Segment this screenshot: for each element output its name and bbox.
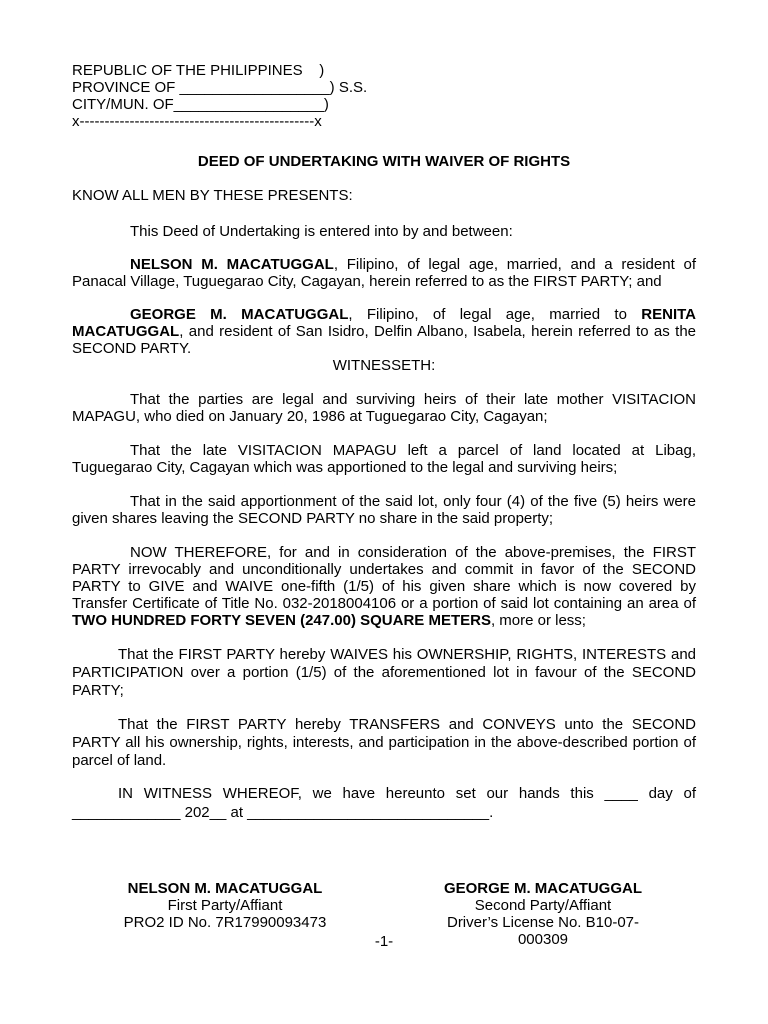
second-party-signatory-role: Second Party/Affiant: [474, 897, 612, 914]
second-party-signatory-id: Driver’s License No. B10-07-000309: [446, 914, 640, 948]
waiver-paragraph: That the FIRST PARTY hereby WAIVES his OWNERSHIP, RIGHTS, INTERESTS and PARTICIPATION over a portion (1/5) of the aforementioned lot in favour of the SECOND PARTY;: [72, 646, 696, 699]
second-party-signatory-name: GEORGE M. MACATUGGAL: [443, 880, 643, 897]
recital-apportionment: That in the said apportionment of the said lot, only four (4) of the five (5) heirs were given shares leaving the SECOND PARTY no share in the said property;: [72, 493, 696, 527]
first-party-signatory-id: PRO2 ID No. 7R17990093473: [123, 914, 327, 931]
header-province: PROVINCE OF __________________) S.S.: [72, 79, 368, 96]
transfer-paragraph: That the FIRST PARTY hereby TRANSFERS and CONVEYS unto the SECOND PARTY all his ownership, rights, interests, and participation in the above-described portion of parcel of land.: [72, 716, 696, 769]
undertaking-paragraph: [72, 544, 696, 629]
second-party-paragraph: [72, 306, 696, 357]
document-page: [72, 62, 696, 821]
recital-heirs: That the parties are legal and surviving heirs of their late mother VISITACION MAPAGU, who died on January 20, 1986 at Tuguegarao City, Cagayan;: [72, 391, 696, 425]
witness-clause-line-1: IN WITNESS WHEREOF, we have hereunto set our hands this ____ day of: [118, 785, 696, 802]
page-number: -1-: [374, 933, 394, 950]
undertaking-text-2: , more or less;: [490, 612, 586, 629]
first-party-text: , Filipino, of legal age, married, and a resident of Panacal Village, Tuguegarao City, Cagayan, herein referred to as the FIRST PARTY; and: [72, 256, 696, 290]
witness-clause-line-2: _____________ 202__ at _____________________________.: [72, 804, 494, 821]
salutation: KNOW ALL MEN BY THESE PRESENTS:: [72, 187, 353, 204]
header-republic: REPUBLIC OF THE PHILIPPINES ): [72, 62, 325, 79]
first-party-name: NELSON M. MACATUGGAL: [130, 256, 334, 273]
intro-paragraph: This Deed of Undertaking is entered into by and between:: [130, 223, 513, 240]
undertaking-text-1: NOW THEREFORE, for and in consideration of the above-premises, the FIRST PARTY irrevocably and unconditionally undertakes and commit in favor of the SECOND PARTY to GIVE and WAIVE one-fifth (1/5) of his given share which is now covered by Transfer Certificate of Title No. 032-2018004106 or a portion of said lot containing an area of: [72, 544, 696, 612]
second-party-spouse: RENITA MACATUGGAL: [72, 306, 697, 340]
witness-clause: [72, 785, 696, 821]
recital-land: That the late VISITACION MAPAGU left a parcel of land located at Libag, Tuguegarao City, Cagayan which was apportioned to the legal and surviving heirs;: [72, 442, 696, 476]
document-title: DEED OF UNDERTAKING WITH WAIVER OF RIGHTS: [197, 153, 571, 170]
land-area: TWO HUNDRED FORTY SEVEN (247.00) SQUARE METERS: [72, 612, 491, 629]
second-party-text-2: , and resident of San Isidro, Delfin Albano, Isabela, herein referred to as the SECOND PARTY.: [72, 323, 696, 357]
header-city: CITY/MUN. OF__________________): [72, 96, 329, 113]
second-party-name: GEORGE M. MACATUGGAL: [130, 306, 349, 323]
venue-header: [72, 62, 696, 130]
first-party-signatory-name: NELSON M. MACATUGGAL: [127, 880, 323, 897]
first-party-paragraph: [72, 256, 696, 290]
witnesseth-heading: WITNESSETH:: [332, 357, 436, 374]
second-party-text-1: , Filipino, of legal age, married to: [348, 306, 642, 323]
signature-block-first-party: [105, 880, 345, 931]
header-divider: x-----------------------------------------------x: [72, 113, 322, 130]
first-party-signatory-role: First Party/Affiant: [167, 897, 283, 914]
